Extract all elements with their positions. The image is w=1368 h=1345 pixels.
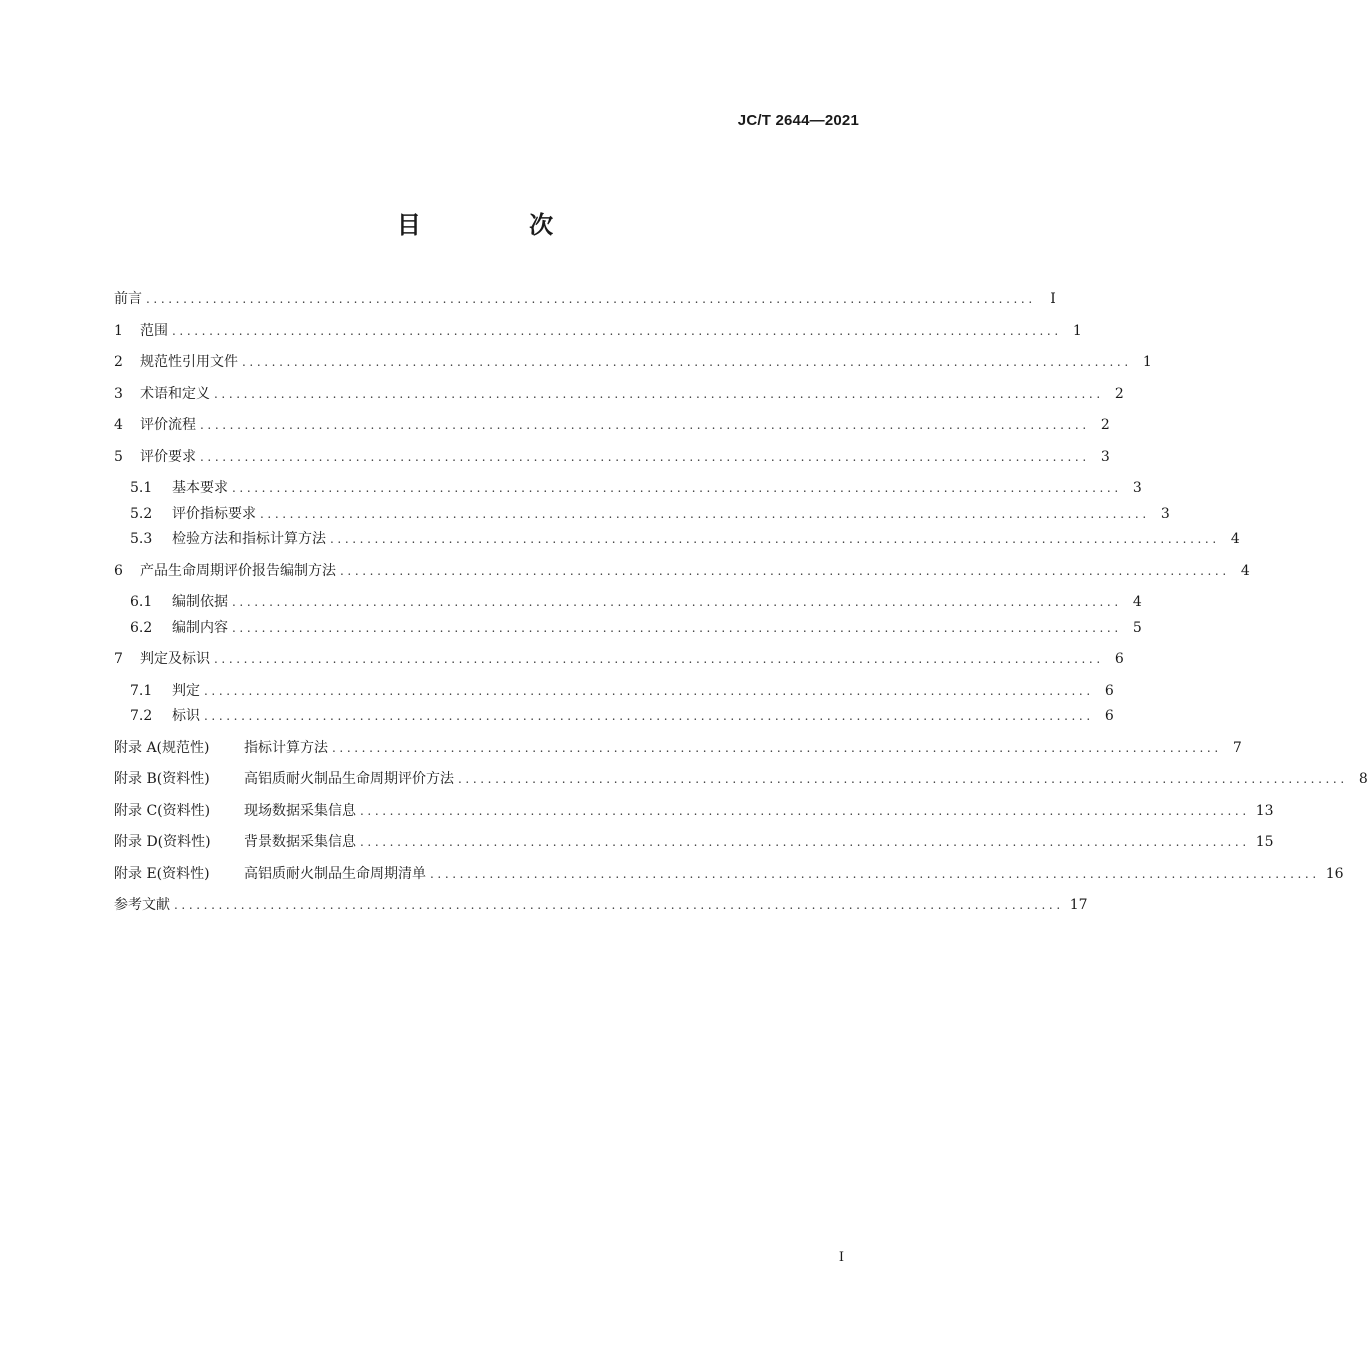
toc-entry-number: 6.1 — [130, 594, 153, 610]
dot-leader: ........................................................................................................................ — [260, 506, 1150, 521]
toc-entry-foreword[interactable] — [114, 288, 1056, 320]
dot-leader: ........................................................................................................................ — [330, 532, 1220, 546]
toc-entry-page: 2 — [1100, 417, 1110, 433]
toc-entry-number: 附录 A(规范性) — [114, 739, 210, 756]
toc-entry-label: 指标计算方法 — [244, 739, 328, 756]
toc-entry-label: 现场数据采集信息 — [244, 802, 356, 819]
toc-entry-page: 3 — [1100, 448, 1110, 465]
dot-leader: ........................................................................................................................ — [430, 866, 1320, 881]
dot-leader: ........................................................................................................................ — [332, 740, 1222, 755]
toc-entry-label: 编制内容 — [172, 619, 228, 636]
toc-entry-number: 附录 D(资料性) — [114, 834, 211, 850]
toc-entry-number: 5.2 — [130, 505, 153, 522]
toc-entry-2[interactable] — [114, 351, 1152, 383]
toc-entry-7-1[interactable] — [114, 680, 1114, 706]
toc-entry-number: 4 — [114, 417, 123, 433]
toc-entry-page: 4 — [1240, 562, 1250, 579]
toc-entry-appendix-d[interactable] — [114, 831, 1274, 863]
toc-entry-number: 7 — [114, 651, 123, 667]
toc-entry-appendix-b[interactable] — [114, 768, 1368, 800]
page-number: I — [838, 1250, 844, 1265]
toc-entry-page: 1 — [1142, 354, 1152, 370]
toc-entry-number: 2 — [114, 354, 123, 370]
toc-entry-page: 4 — [1230, 531, 1240, 547]
toc-entry-number: 3 — [114, 385, 123, 402]
toc-entry-number: 7.2 — [130, 708, 153, 724]
toc-entry-page: 13 — [1255, 802, 1274, 819]
toc-entry-number: 5.3 — [130, 531, 153, 547]
toc-entry-number: 附录 C(资料性) — [114, 802, 211, 819]
toc-entry-label: 评价流程 — [140, 417, 196, 433]
toc-entry-page: 4 — [1132, 594, 1142, 610]
toc-entry-label: 术语和定义 — [140, 385, 210, 402]
toc-entry-label: 前言 — [114, 291, 142, 307]
toc-entry-page: 15 — [1255, 834, 1274, 850]
dot-leader: ........................................................................................................................ — [360, 803, 1250, 818]
dot-leader: ........................................................................................................................ — [214, 652, 1104, 666]
dot-leader: ........................................................................................................................ — [232, 595, 1122, 609]
toc-entry-5-2[interactable] — [114, 503, 1170, 529]
page-title: 目 次 — [396, 211, 604, 239]
toc-entry-number: 5.1 — [130, 480, 153, 496]
toc-entry-7[interactable] — [114, 648, 1124, 680]
toc-entry-label: 背景数据采集信息 — [244, 834, 356, 850]
toc-entry-1[interactable] — [114, 320, 1082, 352]
toc-entry-label: 判定 — [172, 682, 200, 699]
toc-entry-page: 7 — [1232, 739, 1242, 756]
toc-entry-page: 3 — [1160, 505, 1170, 522]
dot-leader: ........................................................................................................................ — [204, 683, 1094, 698]
toc-entry-number: 附录 B(资料性) — [114, 771, 210, 787]
toc-entry-label: 高铝质耐火制品生命周期清单 — [244, 865, 426, 882]
table-of-contents — [114, 288, 1368, 926]
toc-entry-appendix-a[interactable] — [114, 737, 1242, 769]
toc-entry-label: 范围 — [140, 322, 168, 339]
toc-entry-page: 5 — [1132, 619, 1142, 636]
dot-leader: ........................................................................................................................ — [204, 709, 1094, 723]
toc-entry-page: 3 — [1132, 480, 1142, 496]
standard-code: JC/T 2644—2021 — [737, 112, 859, 129]
dot-leader: ........................................................................................................................ — [360, 835, 1250, 849]
toc-entry-3[interactable] — [114, 383, 1124, 415]
dot-leader: ........................................................................................................................ — [172, 323, 1062, 338]
toc-entry-page: I — [1050, 291, 1056, 307]
toc-entry-appendix-c[interactable] — [114, 800, 1274, 832]
toc-entry-label: 参考文献 — [114, 897, 170, 913]
toc-entry-label: 产品生命周期评价报告编制方法 — [140, 562, 336, 579]
toc-entry-4[interactable] — [114, 414, 1110, 446]
toc-entry-number: 6 — [114, 562, 123, 579]
toc-entry-page: 8 — [1358, 771, 1368, 787]
dot-leader: ........................................................................................................................ — [340, 563, 1230, 578]
toc-entry-label: 判定及标识 — [140, 651, 210, 667]
toc-entry-6[interactable] — [114, 560, 1250, 592]
toc-entry-label: 评价要求 — [140, 448, 196, 465]
toc-entry-number: 7.1 — [130, 682, 153, 699]
toc-entry-label: 编制依据 — [172, 594, 228, 610]
dot-leader: ........................................................................................................................ — [232, 620, 1122, 635]
toc-entry-number: 5 — [114, 448, 123, 465]
toc-entry-5-3[interactable] — [114, 528, 1240, 560]
toc-entry-5[interactable] — [114, 446, 1110, 478]
toc-entry-page: 6 — [1114, 651, 1124, 667]
dot-leader: ........................................................................................................................ — [214, 386, 1104, 401]
dot-leader: ........................................................................................................................ — [458, 772, 1348, 786]
toc-entry-page: 6 — [1104, 682, 1114, 699]
toc-entry-page: 6 — [1104, 708, 1114, 724]
toc-entry-6-1[interactable] — [114, 591, 1142, 617]
toc-entry-label: 规范性引用文件 — [140, 354, 238, 370]
toc-entry-page: 1 — [1072, 322, 1082, 339]
toc-entry-appendix-e[interactable] — [114, 863, 1344, 895]
toc-entry-references[interactable] — [114, 894, 1088, 926]
dot-leader: ........................................................................................................................ — [232, 481, 1122, 495]
toc-entry-7-2[interactable] — [114, 705, 1114, 737]
dot-leader: ........................................................................................................................ — [174, 898, 1064, 912]
toc-entry-page: 16 — [1325, 865, 1344, 882]
dot-leader: ........................................................................................................................ — [146, 292, 1036, 306]
toc-entry-page: 17 — [1069, 897, 1088, 913]
toc-entry-page: 2 — [1114, 385, 1124, 402]
dot-leader: ........................................................................................................................ — [242, 355, 1132, 369]
toc-entry-number: 1 — [114, 322, 123, 339]
toc-entry-label: 检验方法和指标计算方法 — [172, 531, 326, 547]
toc-entry-label: 基本要求 — [172, 480, 228, 496]
toc-entry-5-1[interactable] — [114, 477, 1142, 503]
toc-entry-number: 6.2 — [130, 619, 153, 636]
toc-entry-6-2[interactable] — [114, 617, 1142, 649]
toc-entry-label: 评价指标要求 — [172, 505, 256, 522]
toc-entry-label: 标识 — [172, 708, 200, 724]
toc-entry-number: 附录 E(资料性) — [114, 865, 210, 882]
dot-leader: ........................................................................................................................ — [200, 418, 1090, 432]
toc-entry-label: 高铝质耐火制品生命周期评价方法 — [244, 771, 454, 787]
dot-leader: ........................................................................................................................ — [200, 449, 1090, 464]
